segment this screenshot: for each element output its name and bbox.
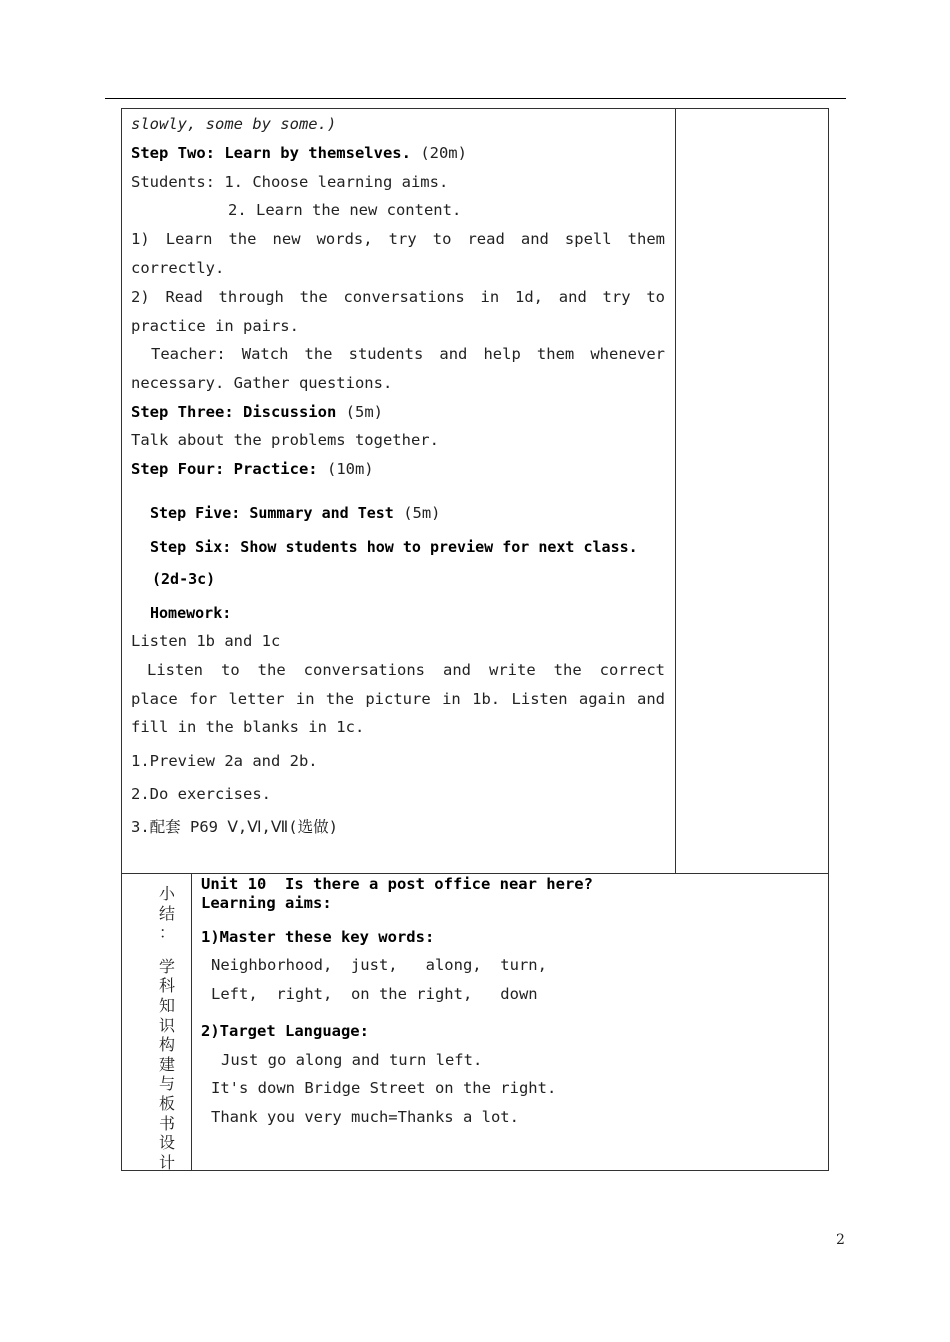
homework-heading: Homework: (150, 604, 232, 622)
step-six-range: (2d-3c) (152, 570, 216, 588)
label-char: 学 (158, 956, 175, 976)
summary-table-divider (191, 873, 192, 1171)
page-number: 2 (836, 1232, 845, 1248)
header-rule (105, 98, 846, 99)
label-char: 计 (158, 1152, 175, 1172)
step-heading: Step Two: Learn by themselves. (131, 144, 411, 162)
homework-item: 2.Do exercises. (131, 785, 271, 803)
label-char: 板 (158, 1093, 175, 1113)
target-sentence: It's down Bridge Street on the right. (211, 1079, 557, 1097)
step-duration: (10m) (326, 460, 374, 478)
homework-item: 1.Preview 2a and 2b. (131, 752, 318, 770)
step-heading: Step Five: Summary and Test (150, 504, 394, 522)
step-duration: (5m) (345, 403, 383, 421)
text-line: 2. Learn the new content. (228, 201, 462, 219)
step-six-heading: Step Six: Show students how to preview for next class. (150, 538, 638, 556)
step-heading: Step Three: Discussion (131, 403, 337, 421)
homework-item: 3.配套 P69 Ⅴ,Ⅵ,Ⅶ(选做) (131, 818, 338, 836)
step-three-line (131, 402, 383, 422)
text-line: slowly, some by some.) (131, 115, 337, 133)
text-line: Students: 1. Choose learning aims. (131, 173, 449, 191)
text-line: correctly. (131, 259, 225, 277)
unit-title: Unit 10 Is there a post office near here? (201, 875, 593, 893)
key-words-line: Neighborhood, just, along, turn, (211, 956, 547, 974)
text-line: Listen 1b and 1c (131, 632, 281, 650)
label-char: 知 (158, 995, 175, 1015)
summary-label (157, 884, 177, 1172)
step-two-line (131, 143, 467, 163)
text-line: place for letter in the picture in 1b. Listen again and (131, 690, 665, 708)
text-line: Teacher: Watch the students and help them whenever (151, 345, 665, 363)
label-char: 与 (158, 1074, 175, 1094)
key-words-heading: 1)Master these key words: (201, 928, 435, 946)
key-words-line: Left, right, on the right, down (211, 985, 538, 1003)
step-duration: (20m) (420, 144, 467, 162)
text-line: practice in pairs. (131, 317, 299, 335)
label-char: 书 (158, 1113, 175, 1133)
text-line: 2) Read through the conversations in 1d, and try to (131, 288, 665, 306)
text-line: Listen to the conversations and write the correct (147, 661, 665, 679)
label-char: 设 (158, 1133, 175, 1153)
text-line: 1) Learn the new words, try to read and spell them (131, 230, 665, 248)
label-char: 构 (158, 1035, 175, 1055)
label-char: 结 (158, 903, 175, 923)
text-line: Talk about the problems together. (131, 431, 439, 449)
step-five-line (150, 503, 441, 523)
step-four-line (131, 459, 374, 479)
label-char: 识 (158, 1015, 175, 1035)
step-duration: (5m) (403, 504, 441, 522)
label-char: 科 (158, 976, 175, 996)
lesson-table-divider (675, 108, 676, 874)
target-sentence: Just go along and turn left. (221, 1051, 483, 1069)
label-char: 小 (158, 884, 175, 903)
text-line: fill in the blanks in 1c. (131, 718, 365, 736)
target-language-heading: 2)Target Language: (201, 1022, 369, 1040)
text-line: necessary. Gather questions. (131, 374, 393, 392)
learning-aims-heading: Learning aims: (201, 894, 332, 912)
label-char: ： (158, 923, 175, 943)
target-sentence: Thank you very much=Thanks a lot. (211, 1108, 519, 1126)
label-char: 建 (158, 1054, 175, 1074)
step-heading: Step Four: Practice: (131, 460, 318, 478)
